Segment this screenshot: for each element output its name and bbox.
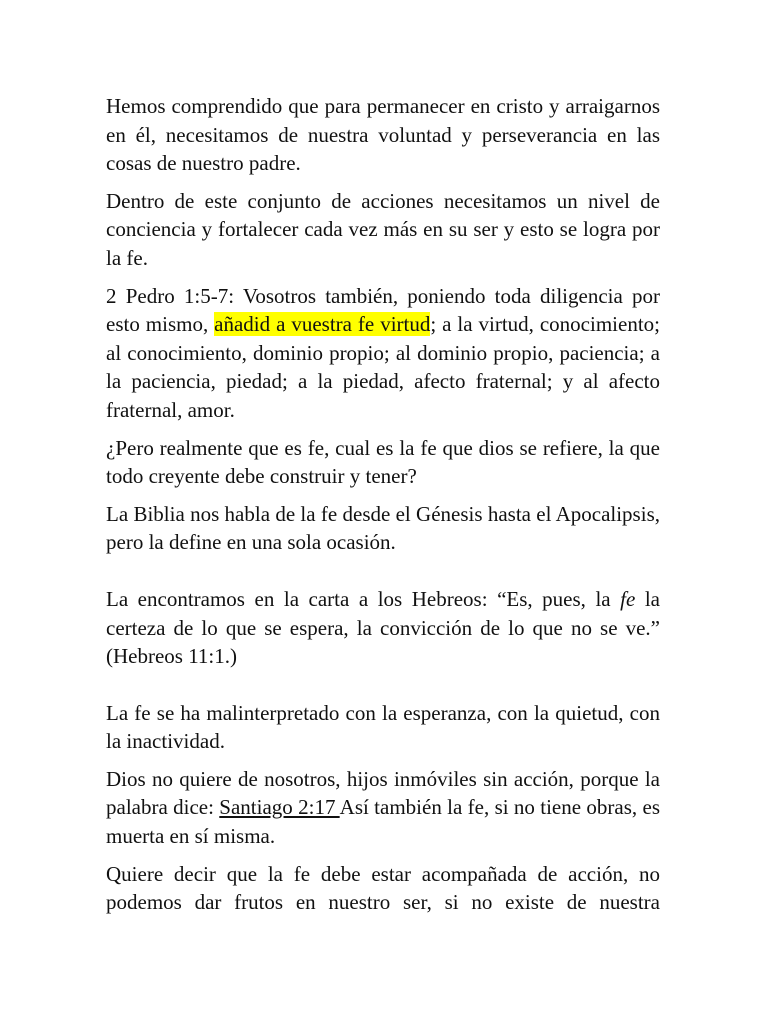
scripture-reference-link[interactable]: Santiago 2:17 bbox=[219, 795, 340, 820]
paragraph-3-text-end: ; a la virtud, conocimiento; al conocimiento, dominio propio; al dominio propio, paciencia; a la paciencia, piedad; a la piedad, afecto fraternal; y al afecto fraternal, amor. bbox=[106, 312, 660, 422]
document-page bbox=[106, 92, 660, 926]
paragraph-8-text-end: Así también la fe, si no tiene obras, es muerta en sí misma. bbox=[106, 795, 660, 849]
paragraph-9: Quiere decir que la fe debe estar acompañada de acción, no podemos dar frutos en nuestro ser, si no existe de nuestra bbox=[106, 861, 660, 915]
paragraph-6 bbox=[106, 585, 660, 671]
paragraph-4: ¿Pero realmente que es fe, cual es la fe que dios se refiere, la que todo creyente debe construir y tener? bbox=[106, 435, 660, 489]
highlighted-phrase: añadid a vuestra fe virtud bbox=[214, 312, 431, 337]
paragraph-3 bbox=[106, 282, 660, 425]
paragraph-6-text-end: la certeza de lo que se espera, la convicción de lo que no se ve.” (Hebreos 11:1.) bbox=[106, 586, 660, 669]
paragraph-8 bbox=[106, 765, 660, 851]
paragraph-6-text-start: La encontramos en la carta a los Hebreos: “Es, pues, la bbox=[106, 586, 621, 611]
paragraph-8-text-start: Dios no quiere de nosotros, hijos inmóviles sin acción, porque la palabra dice: bbox=[106, 766, 660, 820]
italic-word: fe bbox=[620, 586, 636, 611]
paragraph-3-text-start: 2 Pedro 1:5-7: Vosotros también, poniendo toda diligencia por esto mismo, bbox=[106, 283, 660, 337]
paragraph-7: La fe se ha malinterpretado con la esperanza, con la quietud, con la inactividad. bbox=[106, 700, 660, 754]
paragraph-5: La Biblia nos habla de la fe desde el Génesis hasta el Apocalipsis, pero la define en una sola ocasión. bbox=[106, 501, 660, 555]
paragraph-1: Hemos comprendido que para permanecer en cristo y arraigarnos en él, necesitamos de nuestra voluntad y perseverancia en las cosas de nuestro padre. bbox=[106, 94, 660, 176]
paragraph-2: Dentro de este conjunto de acciones necesitamos un nivel de conciencia y fortalecer cada vez más en su ser y esto se logra por la fe. bbox=[106, 188, 660, 270]
